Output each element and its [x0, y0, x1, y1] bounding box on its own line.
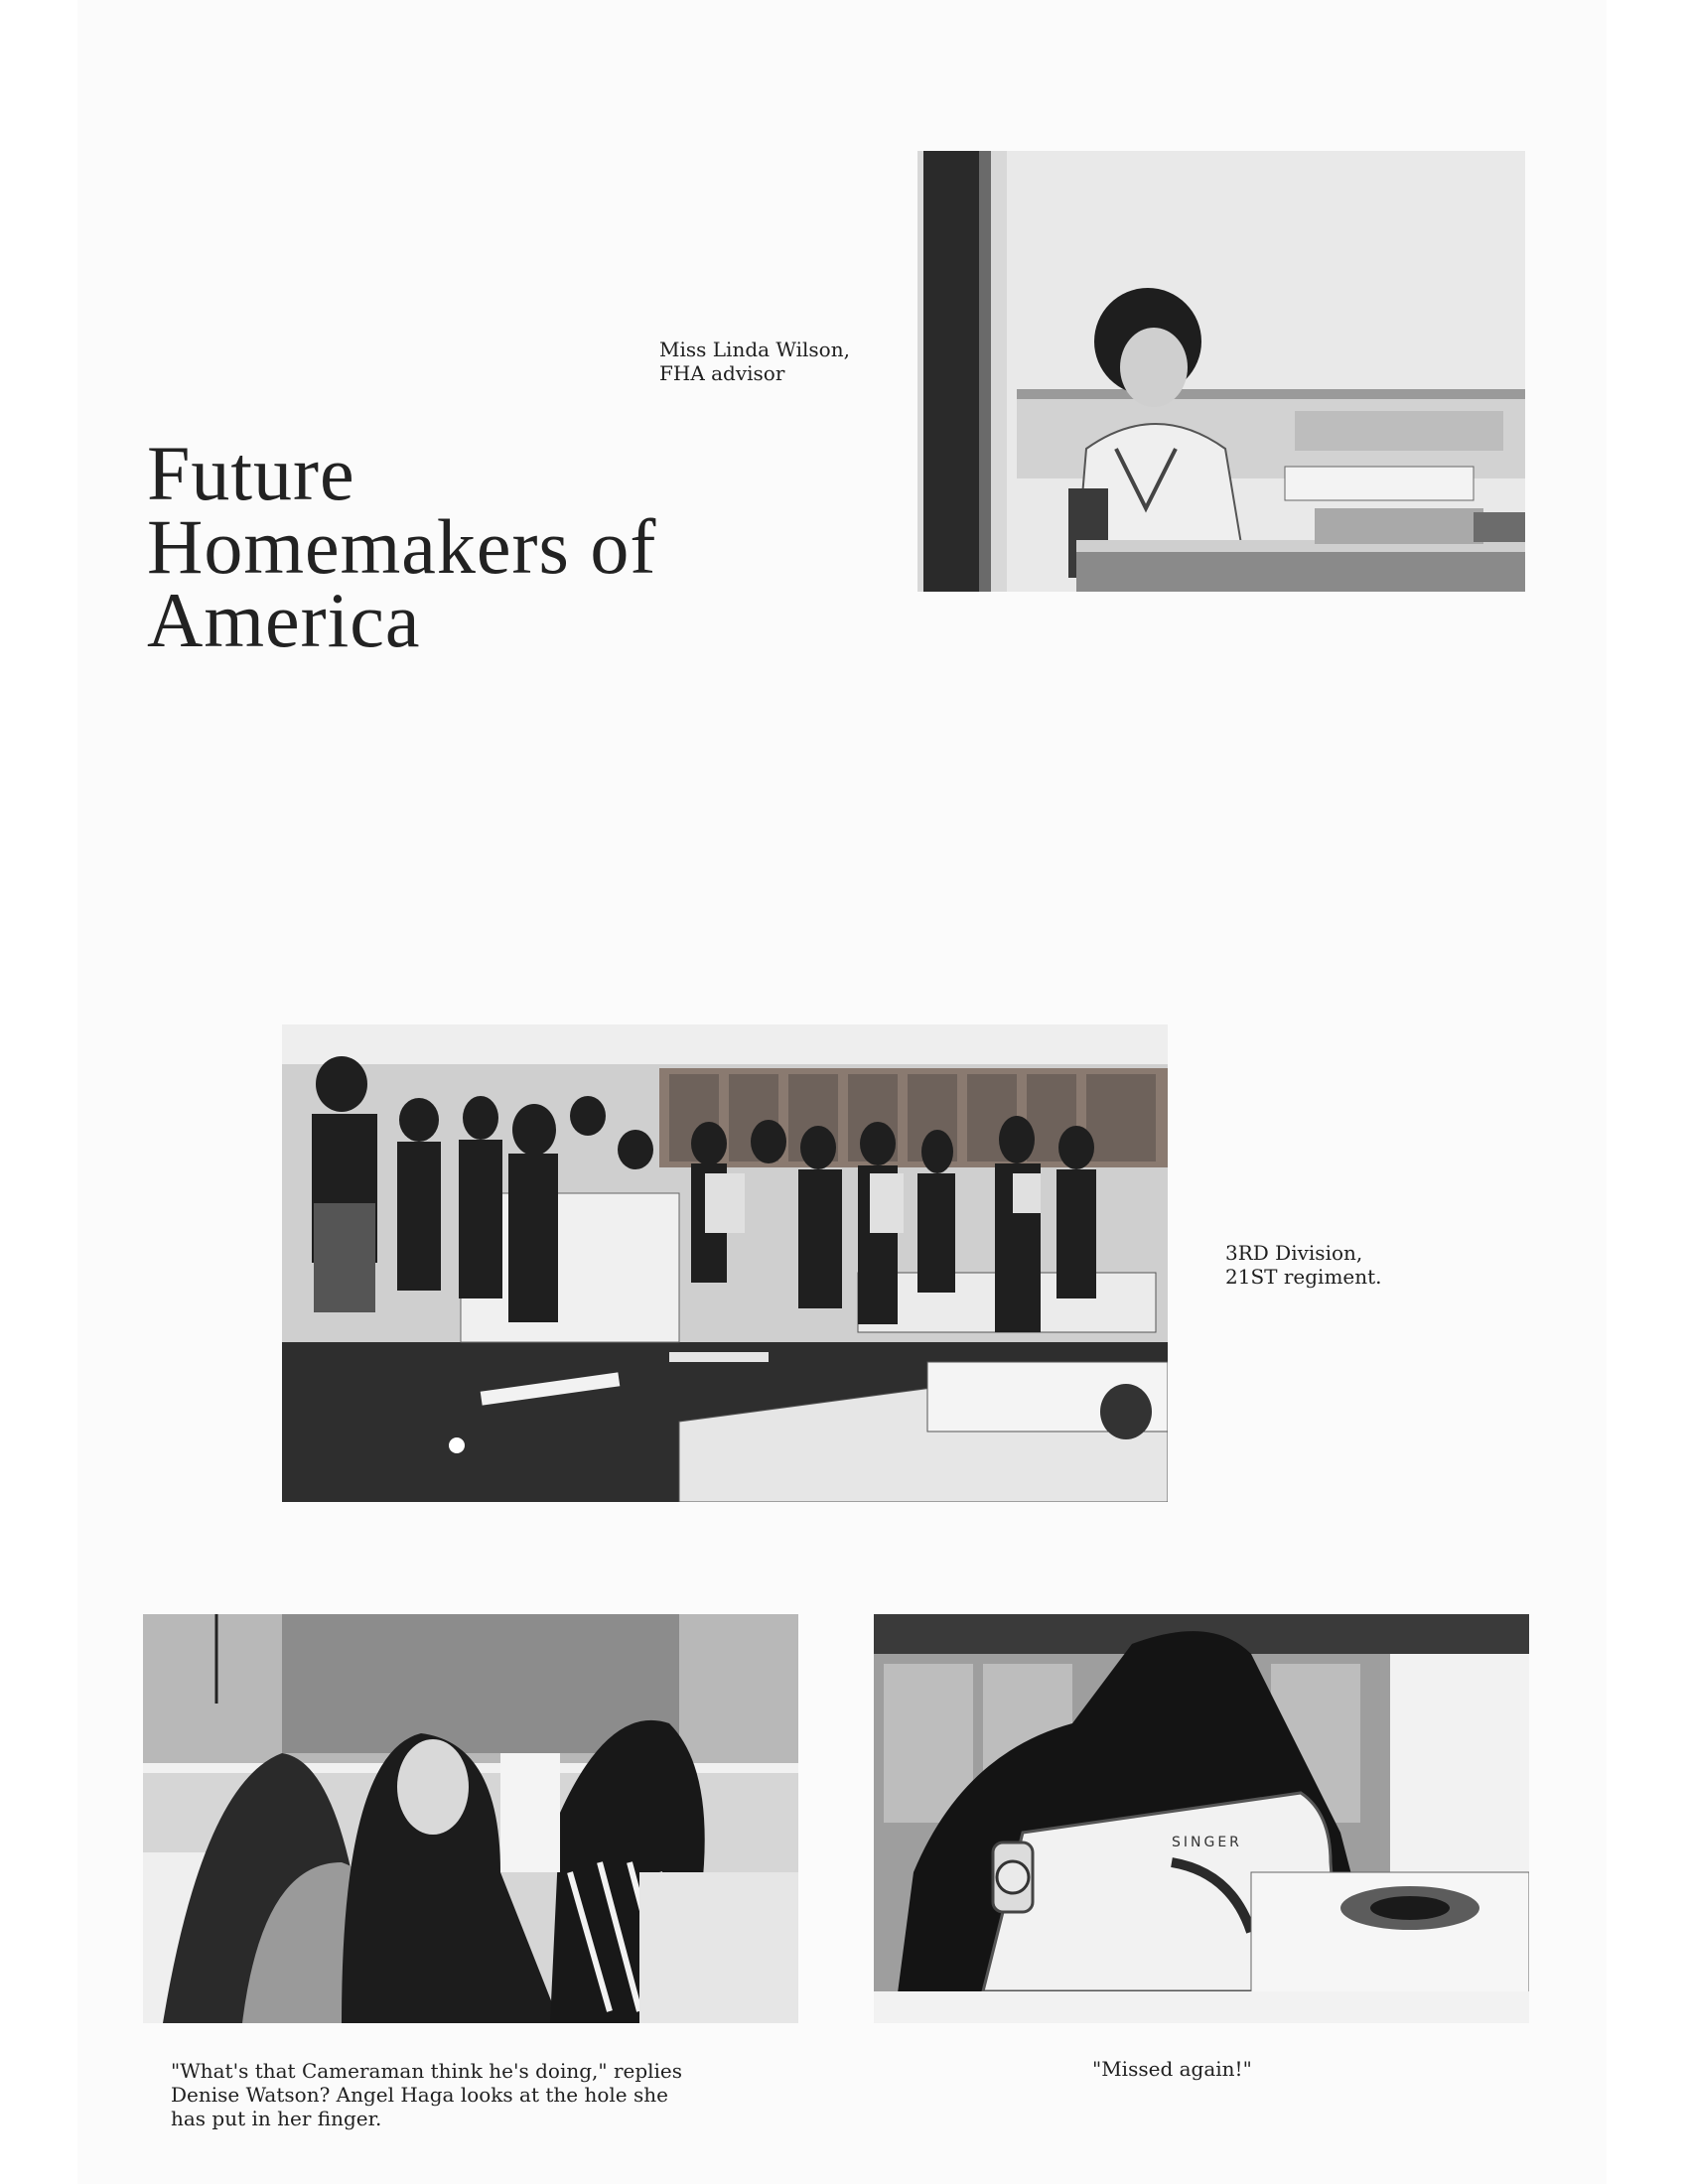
advisor-caption-line-1: Miss Linda Wilson, — [659, 338, 850, 361]
group-photo — [282, 1024, 1168, 1502]
advisor-caption-line-2: FHA advisor — [659, 361, 785, 385]
page-title — [147, 430, 657, 663]
sewing-photo-left — [143, 1614, 798, 2023]
title-line-2: Homemakers of — [147, 503, 657, 590]
sewing-photo-right — [874, 1614, 1529, 2023]
bottom-left-caption-line-2: Denise Watson? Angel Haga looks at the hole she — [171, 2083, 668, 2107]
group-caption — [1225, 1241, 1382, 1289]
singer-label: SINGER — [1172, 1835, 1242, 1850]
group-caption-line-2: 21ST regiment. — [1225, 1265, 1382, 1289]
title-line-3: America — [147, 577, 421, 663]
title-line-1: Future — [147, 430, 355, 516]
advisor-photo — [917, 151, 1525, 592]
group-caption-line-1: 3RD Division, — [1225, 1241, 1363, 1265]
bottom-left-caption-line-1: "What's that Cameraman think he's doing," replies — [171, 2059, 683, 2083]
bottom-right-caption-line-1: "Missed again!" — [1092, 2057, 1252, 2081]
bottom-left-caption-line-3: has put in her finger. — [171, 2107, 382, 2130]
advisor-caption — [659, 338, 850, 385]
bottom-right-caption — [1092, 2057, 1252, 2081]
bottom-left-caption — [171, 2059, 682, 2130]
